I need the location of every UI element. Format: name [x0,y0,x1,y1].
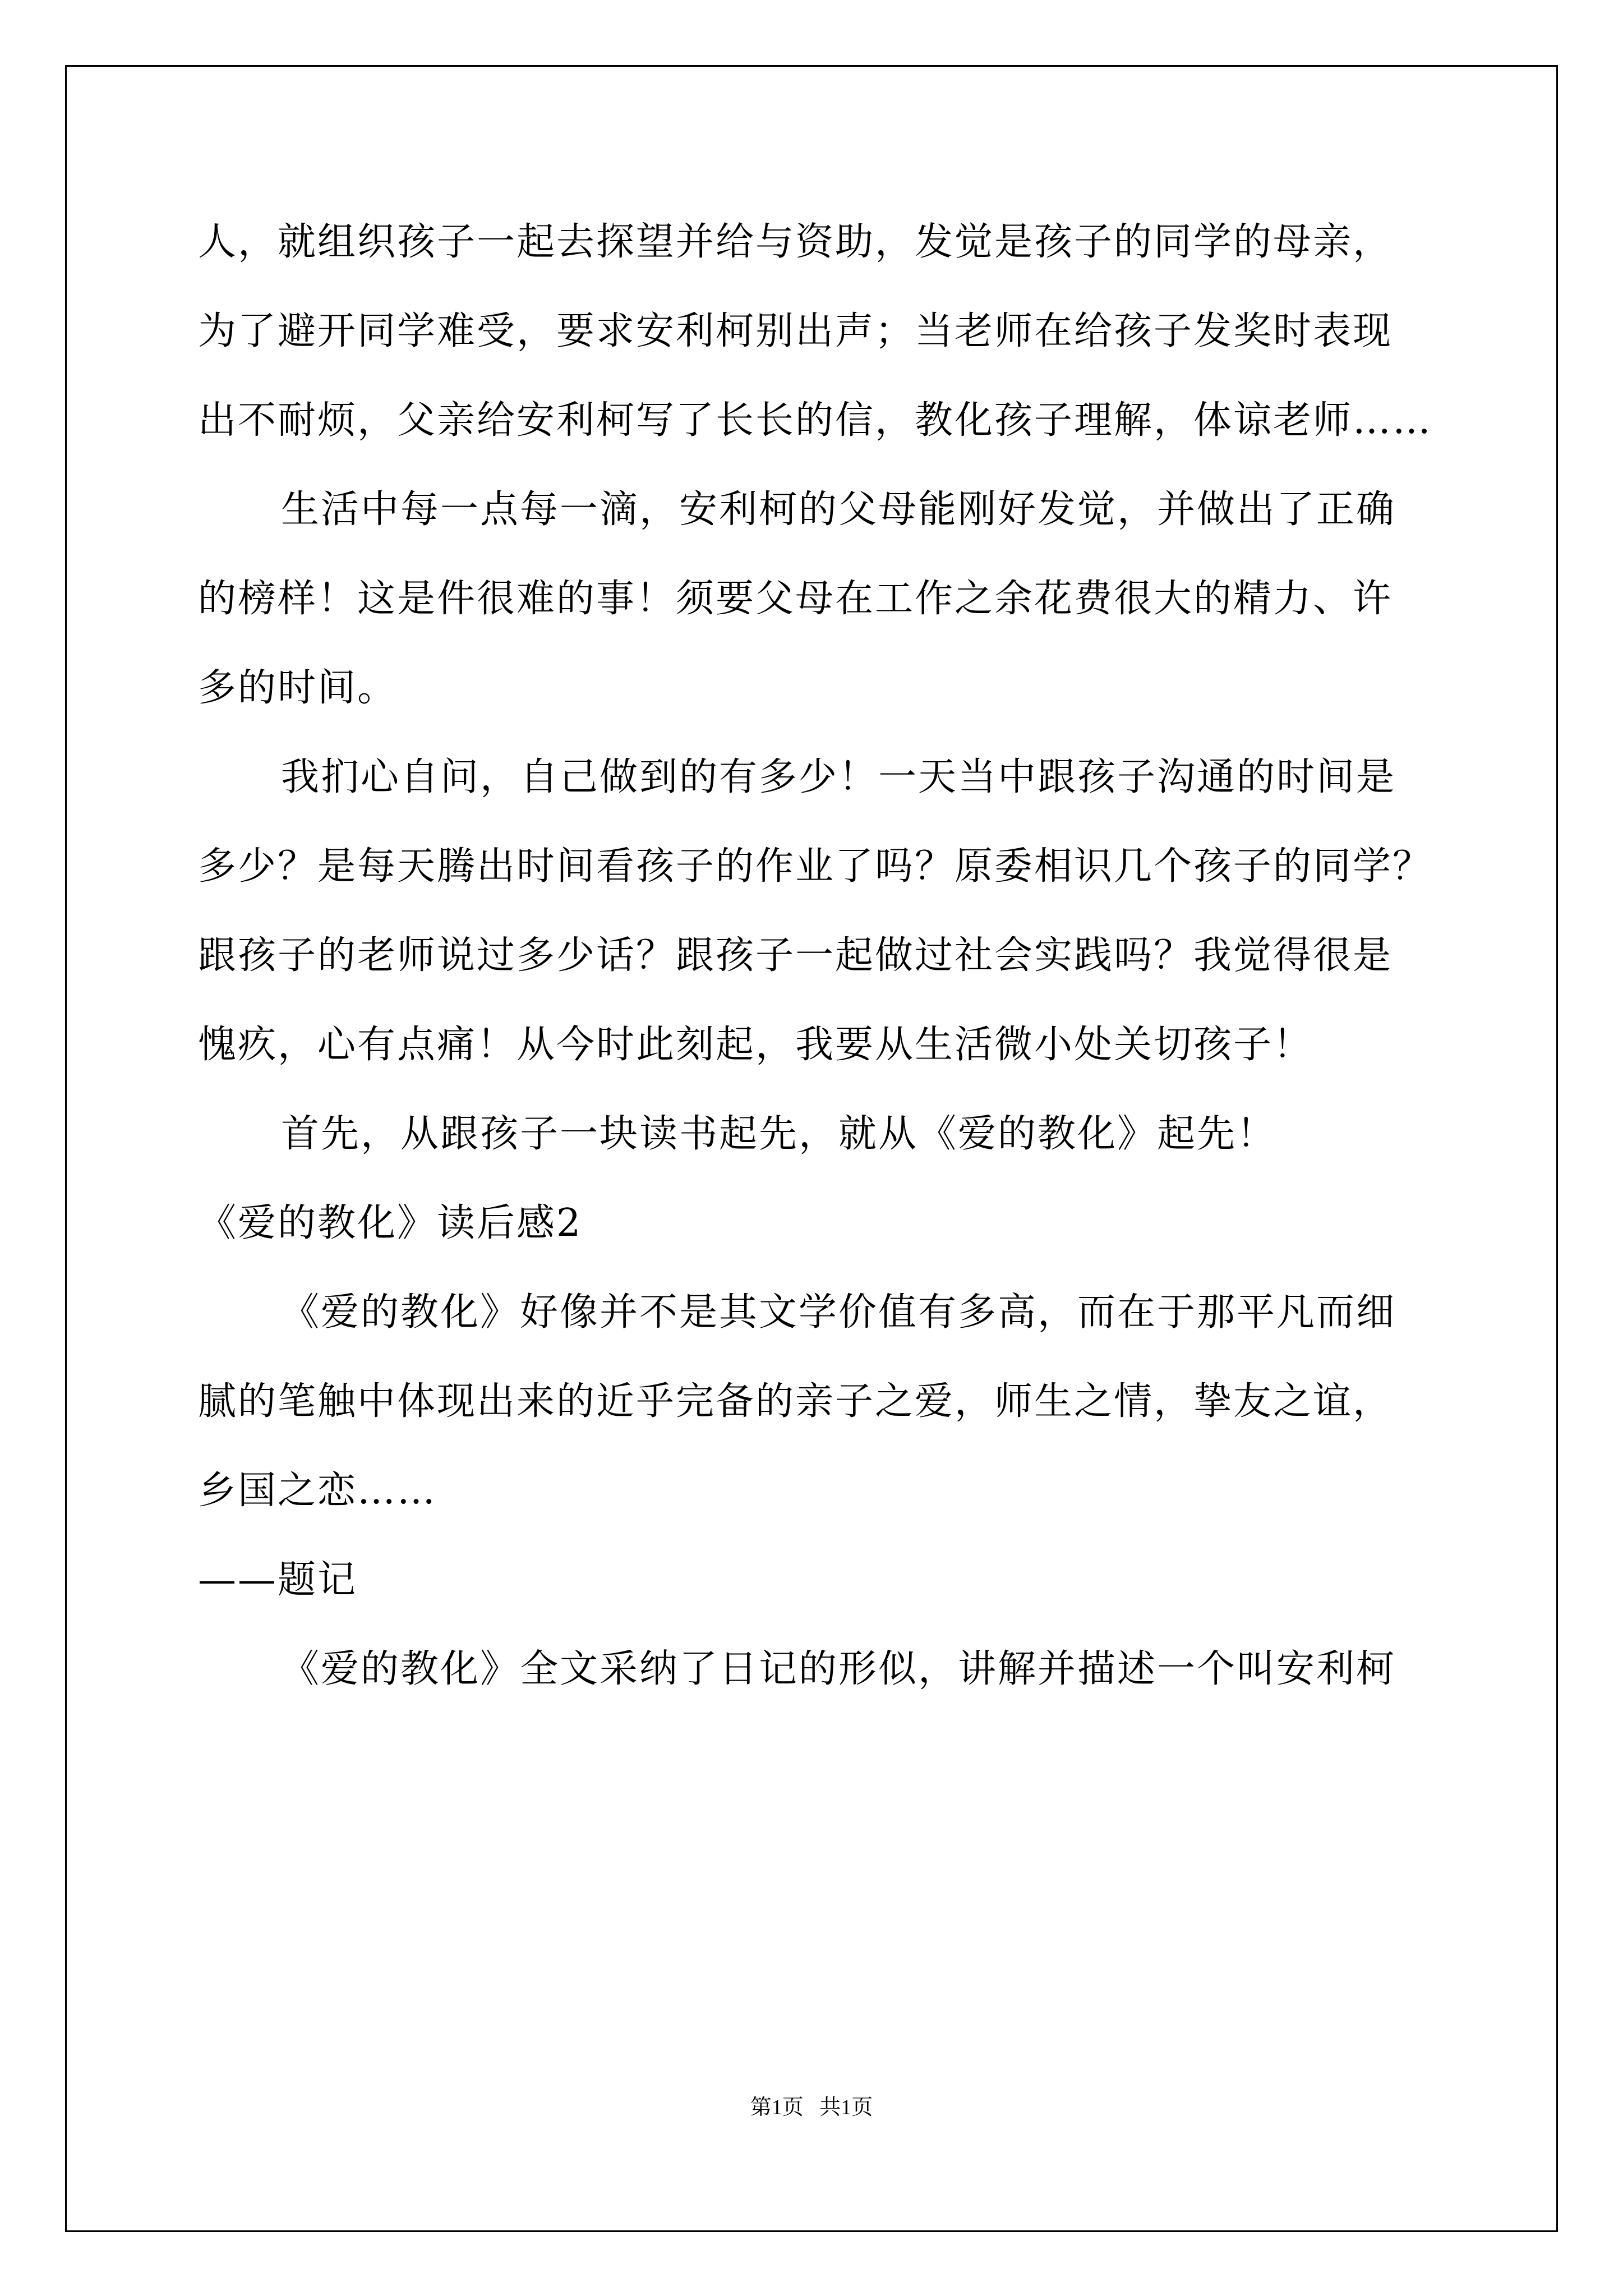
paragraph [198,739,1432,1096]
text-line: 多的时间。 [198,666,398,710]
text-line: 的榜样！这是件很难的事！须要父母在工作之余花费很大的精力、许 [198,577,1393,621]
text-line: 为了避开同学难受，要求安利柯别出声；当老师在给孩子发奖时表现 [198,309,1393,353]
heading-line: 《爱的教化》读后感2 [198,1201,583,1245]
paragraph [198,1631,1432,1720]
section-heading [198,1185,1432,1274]
text-line: 《爱的教化》全文采纳了日记的形似，讲解并描述一个叫安利柯 [281,1647,1396,1691]
paragraph [198,204,1432,471]
epigraph-attribution [198,1542,1432,1631]
text-line: 跟孩子的老师说过多少话？跟孩子一起做过社会实践吗？我觉得很是 [198,933,1393,978]
paragraph [198,1274,1432,1542]
text-line: 生活中每一点每一滴，安利柯的父母能刚好发觉，并做出了正确 [281,487,1396,532]
text-line: 愧疚，心有点痛！从今时此刻起，我要从生活微小处关切孩子！ [198,1023,1313,1067]
document-body [198,204,1432,1720]
text-line: 乡国之恋…… [198,1469,437,1513]
paragraph [198,471,1432,739]
text-line: 出不耐烦，父亲给安利柯写了长长的信，教化孩子理解，体谅老师…… [198,398,1433,443]
text-line: ——题记 [198,1558,358,1602]
page-footer: 第1页 共1页 [750,2096,873,2119]
text-line: 腻的笔触中体现出来的近乎完备的亲子之爱，师生之情，挚友之谊， [198,1379,1393,1424]
paragraph [198,1096,1432,1185]
text-line: 《爱的教化》好像并不是其文学价值有多高，而在于那平凡而细 [281,1290,1396,1335]
text-line: 我扪心自问，自己做到的有多少！一天当中跟孩子沟通的时间是 [281,755,1396,799]
text-line: 首先，从跟孩子一块读书起先，就从《爱的教化》起先！ [281,1112,1277,1156]
text-line: 人，就组织孩子一起去探望并给与资助，发觉是孩子的同学的母亲， [198,220,1393,264]
text-line: 多少？是每天腾出时间看孩子的作业了吗？原委相识几个孩子的同学？ [198,844,1433,889]
